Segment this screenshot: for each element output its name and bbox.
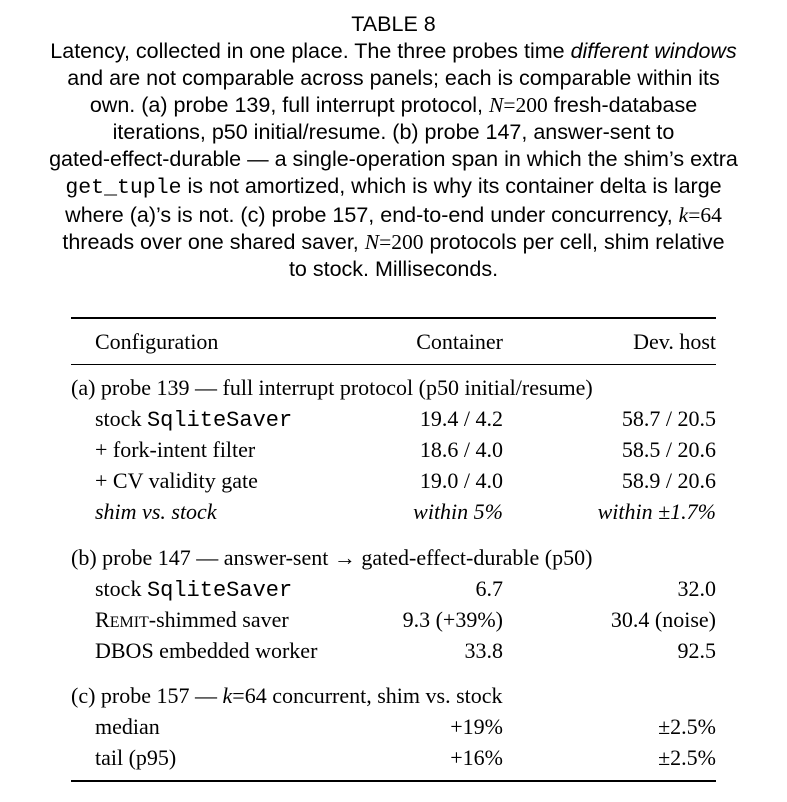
label-text: -shimmed saver	[148, 607, 289, 632]
section-label: (a) probe 139 — full interrupt protocol (p50 initial/resume)	[71, 375, 593, 400]
cell-container: 18.6 / 4.0	[419, 437, 503, 462]
caption-text: threads over one shared saver,	[62, 230, 365, 254]
row-label: DBOS embedded worker	[95, 638, 318, 663]
table-row	[71, 404, 716, 434]
code-sqlitesaver: SqliteSaver	[146, 578, 293, 603]
row-label: + CV validity gate	[95, 468, 258, 493]
caption-line-5: gated-effect-durable — a single-operation span in which the shim’s extra	[49, 147, 738, 171]
code-get-tuple: get_tuple	[65, 176, 182, 200]
cell-container: 6.7	[475, 576, 503, 601]
cell-container: +16%	[450, 745, 503, 770]
section-c-heading	[71, 681, 716, 711]
smallcaps-rest: EMIT	[109, 614, 149, 631]
row-label	[95, 404, 292, 436]
cell-dev-host: 58.5 / 20.6	[621, 437, 716, 462]
cell-container: 9.3 (+39%)	[402, 607, 503, 632]
table-row	[71, 466, 716, 496]
caption-text: Latency, collected in one place. The three probes time	[50, 39, 571, 63]
table-row	[71, 712, 716, 742]
cell-dev-host: 58.7 / 20.5	[621, 406, 716, 431]
cell-dev-host: 30.4 (noise)	[610, 607, 716, 632]
row-label: tail (p95)	[95, 745, 177, 770]
header-row	[71, 327, 716, 357]
label-text: =64 concurrent, shim vs. stock	[232, 683, 503, 708]
cell-container: within 5%	[413, 499, 503, 524]
caption-text: fresh-database	[547, 93, 698, 117]
table-row	[71, 605, 716, 635]
table-row	[71, 574, 716, 604]
table-row	[71, 435, 716, 465]
cell-dev-host: ±2.5%	[658, 714, 716, 739]
header-dev-host: Dev. host	[633, 329, 716, 354]
section-b-heading	[71, 543, 716, 573]
header-container: Container	[416, 329, 503, 354]
header-configuration: Configuration	[95, 329, 219, 354]
cell-dev-host: within ±1.7%	[597, 499, 716, 524]
math-eq: =200	[379, 230, 424, 254]
table-row	[71, 497, 716, 527]
table-row	[71, 743, 716, 773]
caption-line-4: iterations, p50 initial/resume. (b) probe 147, answer-sent to	[112, 120, 675, 144]
label-text: stock	[95, 406, 147, 431]
section-label	[71, 681, 503, 711]
caption-text: is not amortized, which is why its container delta is large	[181, 174, 722, 198]
math-k: k	[222, 683, 233, 708]
row-label: + fork-intent filter	[95, 437, 256, 462]
cell-dev-host: ±2.5%	[658, 745, 716, 770]
table-title: TABLE 8	[351, 12, 436, 36]
caption-line-2: and are not comparable across panels; each is comparable within its	[67, 66, 720, 90]
row-label: shim vs. stock	[95, 499, 217, 524]
math-N: N	[489, 93, 504, 117]
smallcaps-initial: R	[95, 607, 110, 632]
row-label: median	[95, 714, 160, 739]
math-eq: =64	[688, 203, 722, 227]
label-text: (c) probe 157 —	[71, 683, 223, 708]
math-N: N	[364, 230, 380, 254]
label-text: stock	[95, 576, 147, 601]
caption-text: protocols per cell, shim relative	[423, 230, 725, 254]
caption-text: where (a)’s is not. (c) probe 157, end-to-end under concurrency,	[65, 203, 679, 227]
cell-container: 19.4 / 4.2	[419, 406, 503, 431]
cell-container: 19.0 / 4.0	[419, 468, 503, 493]
latency-table	[71, 0, 716, 802]
math-k: k	[678, 203, 689, 227]
table-row	[71, 636, 716, 666]
math-eq: =200	[503, 93, 548, 117]
cell-container: +19%	[450, 714, 503, 739]
cell-dev-host: 32.0	[677, 576, 716, 601]
caption-text: own. (a) probe 139, full interrupt protocol,	[89, 93, 490, 117]
row-label	[95, 605, 289, 638]
caption-line-9: to stock. Milliseconds.	[288, 257, 499, 281]
section-label: (b) probe 147 — answer-sent → gated-effect-durable (p50)	[71, 545, 593, 570]
code-sqlitesaver: SqliteSaver	[146, 408, 293, 433]
cell-dev-host: 58.9 / 20.6	[621, 468, 716, 493]
row-label	[95, 574, 292, 606]
caption-emphasis: different windows	[570, 39, 737, 63]
section-a-heading	[71, 373, 716, 403]
cell-container: 33.8	[464, 638, 503, 663]
cell-dev-host: 92.5	[677, 638, 716, 663]
